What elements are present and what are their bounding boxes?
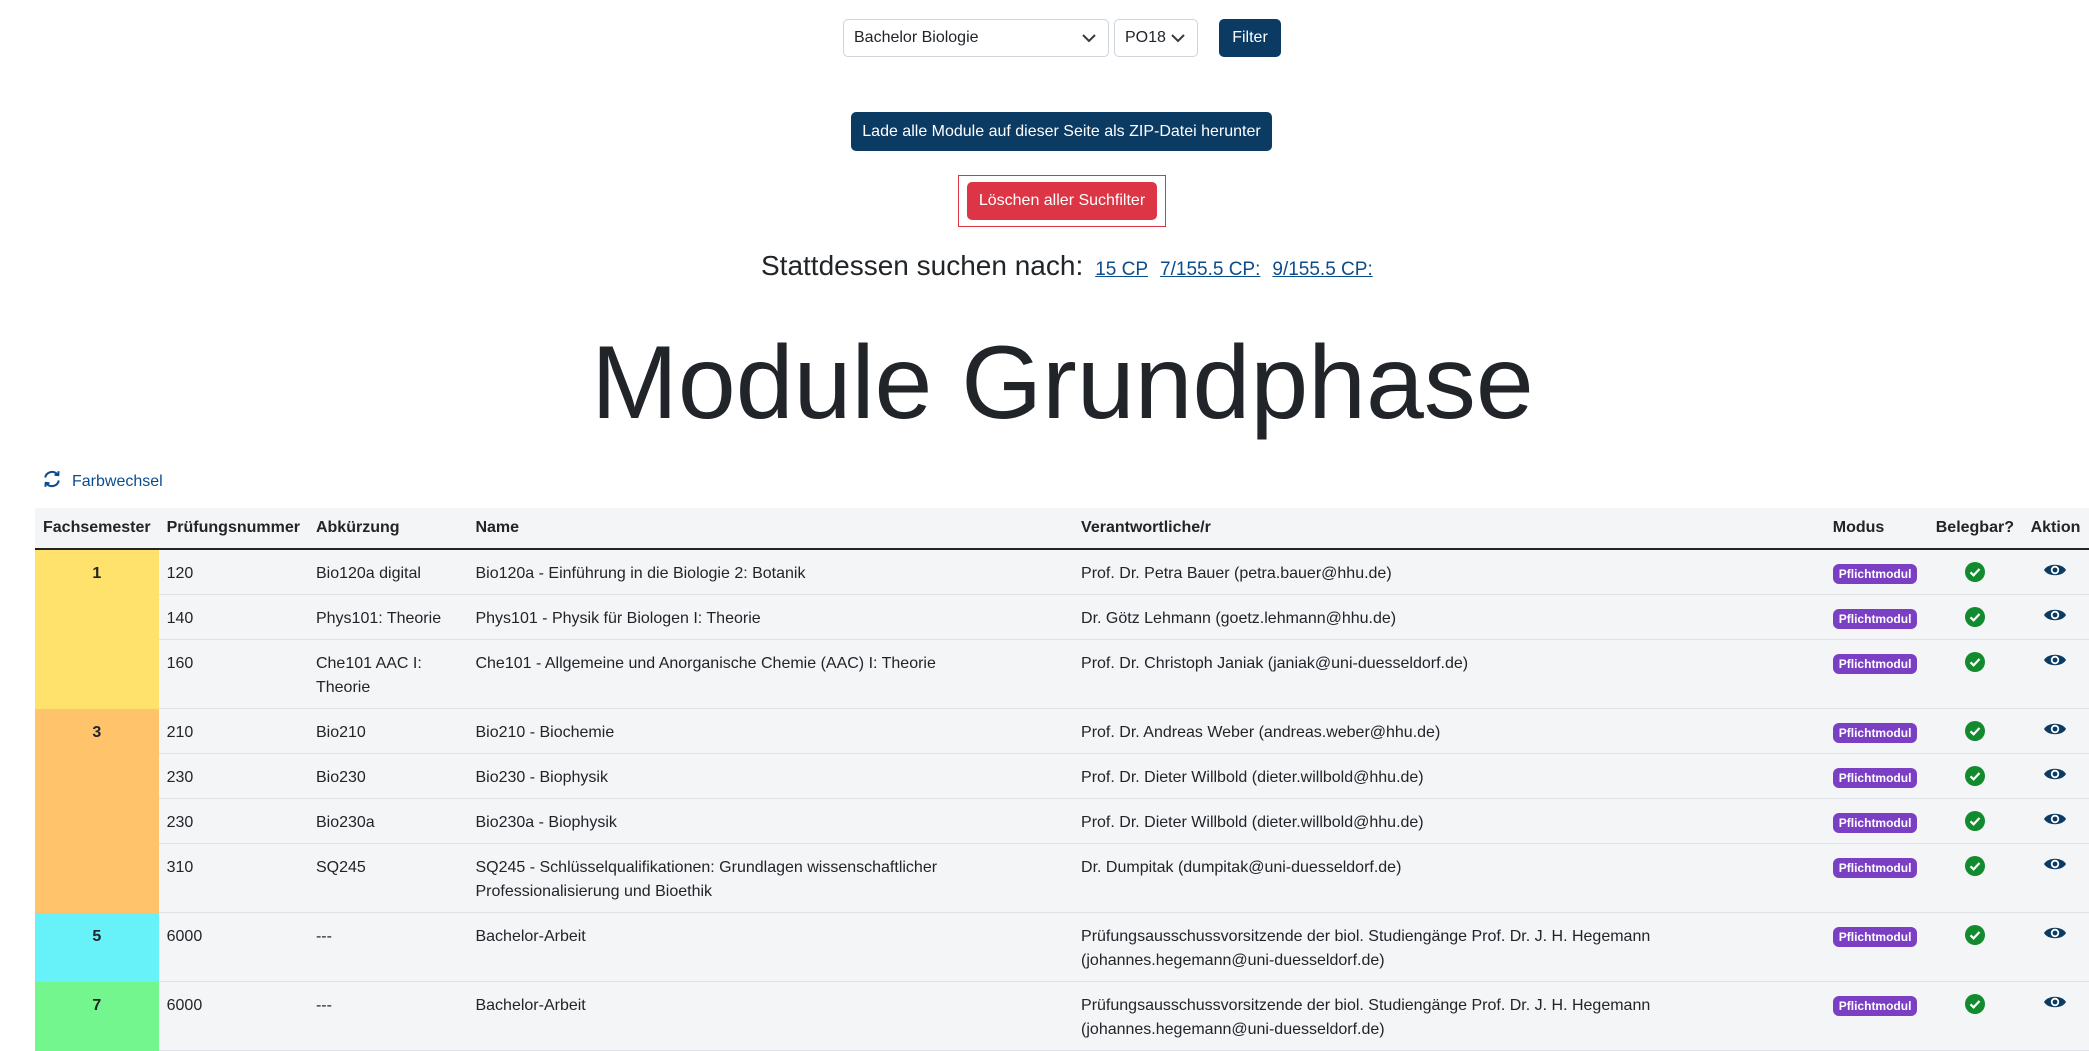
- belegbar-cell: [1928, 982, 2022, 1051]
- filter-bar: [843, 19, 1281, 57]
- header-verantwortliche[interactable]: Verantwortliche/r: [1073, 508, 1825, 549]
- check-circle-icon: [1965, 565, 1985, 582]
- check-circle-icon: [1965, 997, 1985, 1014]
- mode-cell: [1825, 549, 1928, 595]
- responsible-cell: Prüfungsausschussvorsitzende der biol. Studiengänge Prof. Dr. J. H. Hegemann (johannes.hegemann@uni-duesseldorf.de): [1073, 913, 1825, 982]
- semester-label: 5: [92, 927, 102, 945]
- action-cell: [2022, 640, 2089, 709]
- pruefungsnummer-cell: 310: [159, 844, 308, 913]
- abkuerzung-cell: SQ245: [308, 844, 468, 913]
- module-name-cell: Phys101 - Physik für Biologen I: Theorie: [467, 595, 1073, 640]
- alt-search-link-15cp[interactable]: 15 CP: [1095, 259, 1149, 280]
- table-row: [35, 640, 2089, 709]
- header-abkuerzung[interactable]: Abkürzung: [308, 508, 468, 549]
- mode-cell: [1825, 754, 1928, 799]
- mode-badge: Pflichtmodul: [1833, 768, 1918, 788]
- semester-label: 3: [92, 723, 102, 741]
- module-name-cell: Bachelor-Arbeit: [467, 913, 1073, 982]
- mode-badge: Pflichtmodul: [1833, 609, 1918, 629]
- action-cell: [2022, 595, 2089, 640]
- alt-search-link-9cp[interactable]: 9/155.5 CP:: [1272, 259, 1373, 280]
- mode-cell: [1825, 982, 1928, 1051]
- check-circle-icon: [1965, 859, 1985, 876]
- belegbar-cell: [1928, 595, 2022, 640]
- po-select-value: PO18: [1125, 29, 1166, 46]
- table-row: [35, 754, 2089, 799]
- page-title: Module Grundphase: [591, 325, 1534, 441]
- program-select[interactable]: [843, 19, 1109, 57]
- mode-cell: [1825, 844, 1928, 913]
- pruefungsnummer-cell: 210: [159, 709, 308, 754]
- mode-cell: [1825, 799, 1928, 844]
- table-row: [35, 844, 2089, 913]
- pruefungsnummer-cell: 120: [159, 549, 308, 595]
- check-circle-icon: [1965, 610, 1985, 627]
- eye-icon[interactable]: [2043, 655, 2067, 672]
- chevron-down-icon: [1082, 31, 1096, 45]
- belegbar-cell: [1928, 754, 2022, 799]
- clear-filters-focus-box: [958, 175, 1166, 227]
- module-name-cell: Bio120a - Einführung in die Biologie 2: Botanik: [467, 549, 1073, 595]
- mode-cell: [1825, 595, 1928, 640]
- action-cell: [2022, 709, 2089, 754]
- module-name-cell: Bio230a - Biophysik: [467, 799, 1073, 844]
- eye-icon[interactable]: [2043, 565, 2067, 582]
- mode-cell: [1825, 913, 1928, 982]
- pruefungsnummer-cell: 140: [159, 595, 308, 640]
- alt-search-link-7cp[interactable]: 7/155.5 CP:: [1160, 259, 1261, 280]
- header-name[interactable]: Name: [467, 508, 1073, 549]
- belegbar-cell: [1928, 844, 2022, 913]
- table-row: [35, 799, 2089, 844]
- check-circle-icon: [1965, 769, 1985, 786]
- action-cell: [2022, 844, 2089, 913]
- check-circle-icon: [1965, 724, 1985, 741]
- eye-icon[interactable]: [2043, 997, 2067, 1014]
- clear-filters-button[interactable]: Löschen aller Suchfilter: [967, 182, 1157, 220]
- action-cell: [2022, 982, 2089, 1051]
- table-row: [35, 595, 2089, 640]
- table-header-row: [35, 508, 2089, 549]
- semester-cell: [35, 982, 159, 1051]
- mode-badge: Pflichtmodul: [1833, 654, 1918, 674]
- pruefungsnummer-cell: 160: [159, 640, 308, 709]
- header-fachsemester[interactable]: Fachsemester: [35, 508, 159, 549]
- eye-icon[interactable]: [2043, 724, 2067, 741]
- header-modus[interactable]: Modus: [1825, 508, 1928, 549]
- header-aktion[interactable]: Aktion: [2022, 508, 2089, 549]
- pruefungsnummer-cell: 6000: [159, 982, 308, 1051]
- mode-cell: [1825, 640, 1928, 709]
- table-row: [35, 549, 2089, 595]
- alternative-search-label: Stattdessen suchen nach:: [761, 250, 1084, 281]
- module-name-cell: SQ245 - Schlüsselqualifikationen: Grundlagen wissenschaftlicher Professionalisierung und Bioethik: [467, 844, 1073, 913]
- pruefungsnummer-cell: 230: [159, 754, 308, 799]
- check-circle-icon: [1965, 928, 1985, 945]
- responsible-cell: Prof. Dr. Dieter Willbold (dieter.willbold@hhu.de): [1073, 799, 1825, 844]
- module-name-cell: Bio210 - Biochemie: [467, 709, 1073, 754]
- pruefungsnummer-cell: 6000: [159, 913, 308, 982]
- eye-icon[interactable]: [2043, 928, 2067, 945]
- header-pruefungsnummer[interactable]: Prüfungsnummer: [159, 508, 308, 549]
- abkuerzung-cell: Che101 AAC I: Theorie: [308, 640, 468, 709]
- semester-cell: [35, 549, 159, 709]
- mode-badge: Pflichtmodul: [1833, 858, 1918, 878]
- chevron-down-icon: [1171, 31, 1185, 45]
- responsible-cell: Prof. Dr. Dieter Willbold (dieter.willbold@hhu.de): [1073, 754, 1825, 799]
- abkuerzung-cell: ---: [308, 913, 468, 982]
- responsible-cell: Dr. Götz Lehmann (goetz.lehmann@hhu.de): [1073, 595, 1825, 640]
- belegbar-cell: [1928, 640, 2022, 709]
- action-cell: [2022, 913, 2089, 982]
- mode-cell: [1825, 709, 1928, 754]
- mode-badge: Pflichtmodul: [1833, 996, 1918, 1016]
- belegbar-cell: [1928, 709, 2022, 754]
- refresh-icon: [42, 468, 62, 495]
- semester-label: 1: [92, 565, 102, 582]
- eye-icon[interactable]: [2043, 610, 2067, 627]
- responsible-cell: Prof. Dr. Petra Bauer (petra.bauer@hhu.de): [1073, 549, 1825, 595]
- abkuerzung-cell: Bio230a: [308, 799, 468, 844]
- eye-icon[interactable]: [2043, 814, 2067, 831]
- header-belegbar[interactable]: Belegbar?: [1928, 508, 2022, 549]
- action-cell: [2022, 754, 2089, 799]
- abkuerzung-cell: Phys101: Theorie: [308, 595, 468, 640]
- mode-badge: Pflichtmodul: [1833, 723, 1918, 743]
- mode-badge: Pflichtmodul: [1833, 564, 1918, 584]
- belegbar-cell: [1928, 549, 2022, 595]
- responsible-cell: Prüfungsausschussvorsitzende der biol. Studiengänge Prof. Dr. J. H. Hegemann (johannes.hegemann@uni-duesseldorf.de): [1073, 982, 1825, 1051]
- check-circle-icon: [1965, 655, 1985, 672]
- belegbar-cell: [1928, 799, 2022, 844]
- belegbar-cell: [1928, 913, 2022, 982]
- action-cell: [2022, 549, 2089, 595]
- table-row: [35, 982, 2089, 1051]
- check-circle-icon: [1965, 814, 1985, 831]
- mode-badge: Pflichtmodul: [1833, 813, 1918, 833]
- table-row: [35, 913, 2089, 982]
- module-name-cell: Bio230 - Biophysik: [467, 754, 1073, 799]
- responsible-cell: Prof. Dr. Andreas Weber (andreas.weber@hhu.de): [1073, 709, 1825, 754]
- color-switch-label: Farbwechsel: [72, 472, 163, 490]
- po-select[interactable]: [1114, 19, 1198, 57]
- responsible-cell: Prof. Dr. Christoph Janiak (janiak@uni-duesseldorf.de): [1073, 640, 1825, 709]
- abkuerzung-cell: ---: [308, 982, 468, 1051]
- action-cell: [2022, 799, 2089, 844]
- abkuerzung-cell: Bio120a digital: [308, 549, 468, 595]
- filter-button[interactable]: Filter: [1219, 19, 1281, 57]
- abkuerzung-cell: Bio210: [308, 709, 468, 754]
- semester-label: 7: [92, 996, 102, 1014]
- download-zip-button[interactable]: Lade alle Module auf dieser Seite als ZIP-Datei herunter: [851, 112, 1272, 151]
- modules-table: [35, 508, 2089, 1051]
- table-row: [35, 709, 2089, 754]
- semester-cell: [35, 709, 159, 913]
- responsible-cell: Dr. Dumpitak (dumpitak@uni-duesseldorf.de): [1073, 844, 1825, 913]
- module-name-cell: Che101 - Allgemeine und Anorganische Chemie (AAC) I: Theorie: [467, 640, 1073, 709]
- color-switch-button[interactable]: [42, 468, 163, 495]
- abkuerzung-cell: Bio230: [308, 754, 468, 799]
- eye-icon[interactable]: [2043, 769, 2067, 786]
- module-name-cell: Bachelor-Arbeit: [467, 982, 1073, 1051]
- semester-cell: [35, 913, 159, 982]
- program-select-value: Bachelor Biologie: [854, 29, 979, 46]
- eye-icon[interactable]: [2043, 859, 2067, 876]
- pruefungsnummer-cell: 230: [159, 799, 308, 844]
- mode-badge: Pflichtmodul: [1833, 927, 1918, 947]
